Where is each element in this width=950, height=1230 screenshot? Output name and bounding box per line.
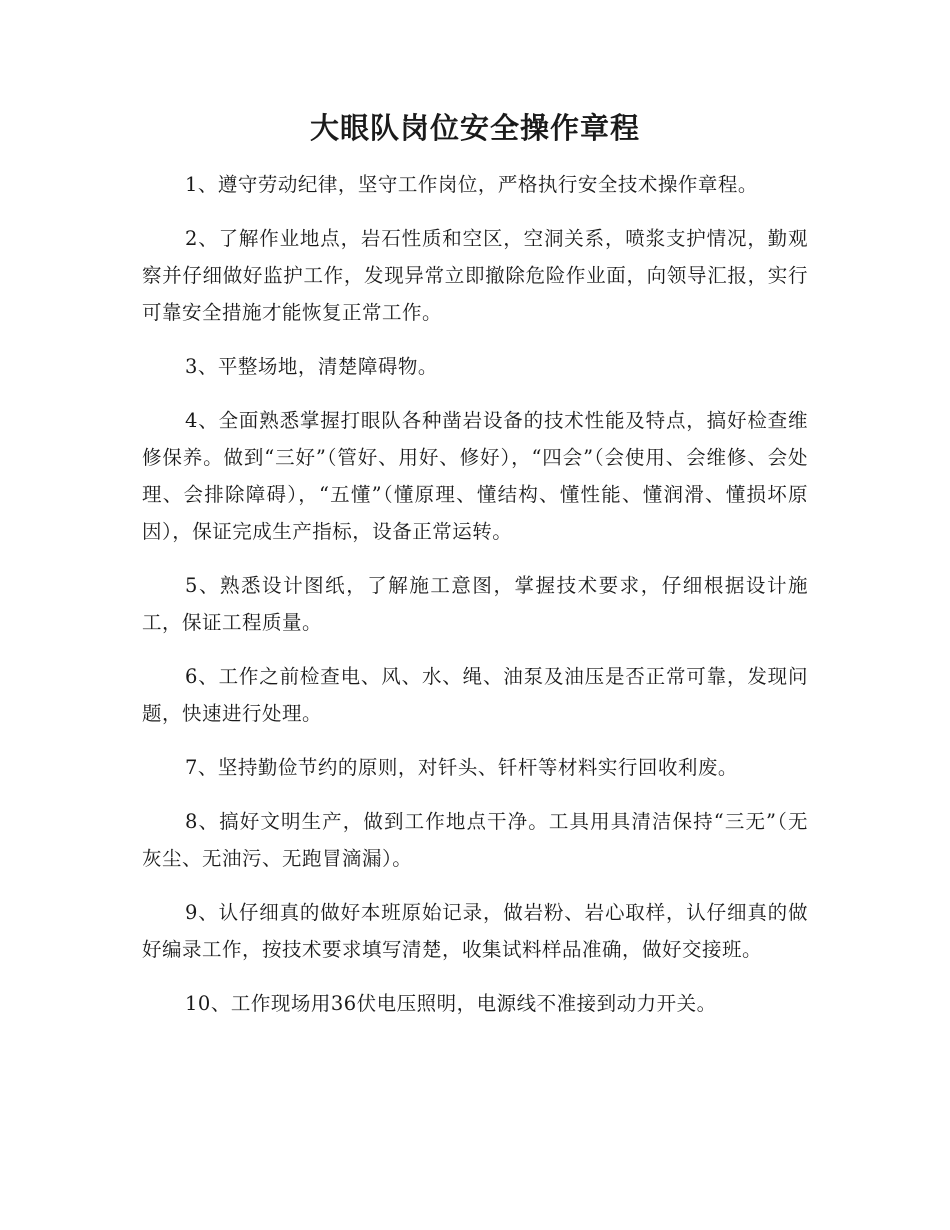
paragraph-10: 10、工作现场用36伏电压照明，电源线不准接到动力开关。 xyxy=(185,992,717,1015)
paragraph-3: 3、平整场地，清楚障碍物。 xyxy=(185,355,438,378)
document-title: 大眼队岗位安全操作章程 xyxy=(309,111,640,145)
paragraph-7: 7、坚持勤俭节约的原则，对钎头、钎杆等材料实行回收利废。 xyxy=(185,756,738,779)
document-body xyxy=(142,166,808,1039)
paragraph-1: 1、遵守劳动纪律，坚守工作岗位，严格执行安全技术操作章程。 xyxy=(185,173,758,196)
paragraph-9: 9、认仔细真的做好本班原始记录，做岩粉、岩心取样，认仔细真的做好编录工作，按技术要求填写清楚，收集试料样品准确，做好交接班。 xyxy=(142,901,808,961)
paragraph-5: 5、熟悉设计图纸，了解施工意图，掌握技术要求，仔细根据设计施工，保证工程质量。 xyxy=(142,574,808,634)
paragraph-6: 6、工作之前检查电、风、水、绳、油泵及油压是否正常可靠，发现问题，快速进行处理。 xyxy=(142,665,808,725)
paragraph-4: 4、全面熟悉掌握打眼队各种凿岩设备的技术性能及特点，搞好检查维修保养。做到“三好”（管好、用好、修好），“四会”（会使用、会维修、会处理、会排除障碍），“五懂”（懂原理、懂结构、懂性能、懂润滑、懂损坏原因），保证完成生产指标，设备正常运转。 xyxy=(142,409,808,543)
paragraph-2: 2、了解作业地点，岩石性质和空区，空洞关系，喷浆支护情况，勤观察并仔细做好监护工作，发现异常立即撤除危险作业面，向领导汇报，实行可靠安全措施才能恢复正常工作。 xyxy=(142,227,808,324)
paragraph-8: 8、搞好文明生产，做到工作地点干净。工具用具清洁保持“三无”（无灰尘、无油污、无跑冒滴漏）。 xyxy=(142,810,808,870)
